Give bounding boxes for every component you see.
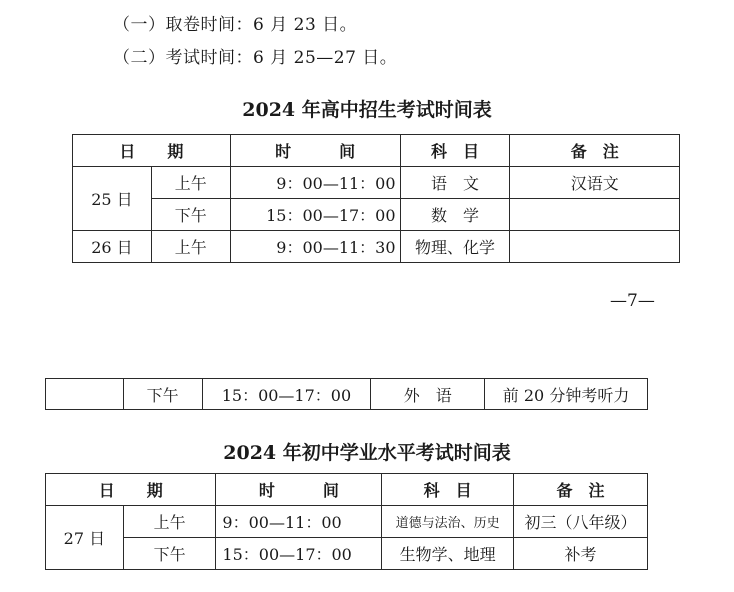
period-cell: 上午 (123, 506, 216, 538)
page-number: —7— (610, 291, 655, 311)
day-cell: 27 日 (46, 506, 124, 570)
header-remark: 备 注 (510, 135, 680, 167)
subject-cell: 物理、化学 (400, 231, 510, 263)
header-date: 日 期 (46, 474, 216, 506)
header-subject: 科 目 (400, 135, 510, 167)
day-cell: 25 日 (73, 167, 152, 231)
table-row (46, 506, 648, 538)
pickup-time-line: （一）取卷时间：6 月 23 日。 (113, 15, 358, 35)
header-time: 时 间 (216, 474, 382, 506)
table-row (73, 231, 680, 263)
table-row (46, 538, 648, 570)
table-row (46, 379, 648, 410)
remark-cell (510, 231, 680, 263)
header-date: 日 期 (73, 135, 231, 167)
high-school-exam-table (72, 134, 680, 263)
period-cell: 下午 (123, 538, 216, 570)
remark-cell: 补考 (514, 538, 648, 570)
period-cell: 下午 (151, 199, 230, 231)
period-cell: 上午 (151, 167, 230, 199)
time-cell: 15：00—17：00 (202, 379, 371, 410)
junior-high-exam-table (45, 473, 648, 570)
subject-cell: 生物学、地理 (382, 538, 514, 570)
high-school-exam-table-title: 2024 年高中招生考试时间表 (242, 99, 492, 121)
header-remark: 备 注 (514, 474, 648, 506)
remark-cell: 前 20 分钟考听力 (485, 379, 648, 410)
header-subject: 科 目 (382, 474, 514, 506)
table-row (73, 167, 680, 199)
day-cell: 26 日 (73, 231, 152, 263)
remark-cell (510, 199, 680, 231)
exam-time-line: （二）考试时间：6 月 25—27 日。 (113, 48, 398, 68)
time-cell: 15：00—17：00 (216, 538, 382, 570)
period-cell: 上午 (151, 231, 230, 263)
remark-cell: 初三（八年级） (514, 506, 648, 538)
continued-table-row (45, 378, 648, 410)
table-header-row (46, 474, 648, 506)
subject-cell: 语 文 (400, 167, 510, 199)
junior-high-exam-table-title: 2024 年初中学业水平考试时间表 (223, 442, 511, 464)
header-time: 时 间 (230, 135, 400, 167)
subject-cell: 外 语 (371, 379, 485, 410)
table-row (73, 199, 680, 231)
subject-cell: 道德与法治、历史 (382, 506, 514, 538)
period-cell: 下午 (123, 379, 202, 410)
day-cell (46, 379, 124, 410)
time-cell: 9：00—11：00 (230, 167, 400, 199)
time-cell: 15：00—17：00 (230, 199, 400, 231)
table-header-row (73, 135, 680, 167)
remark-cell: 汉语文 (510, 167, 680, 199)
subject-cell: 数 学 (400, 199, 510, 231)
time-cell: 9：00—11：30 (230, 231, 400, 263)
time-cell: 9：00—11：00 (216, 506, 382, 538)
